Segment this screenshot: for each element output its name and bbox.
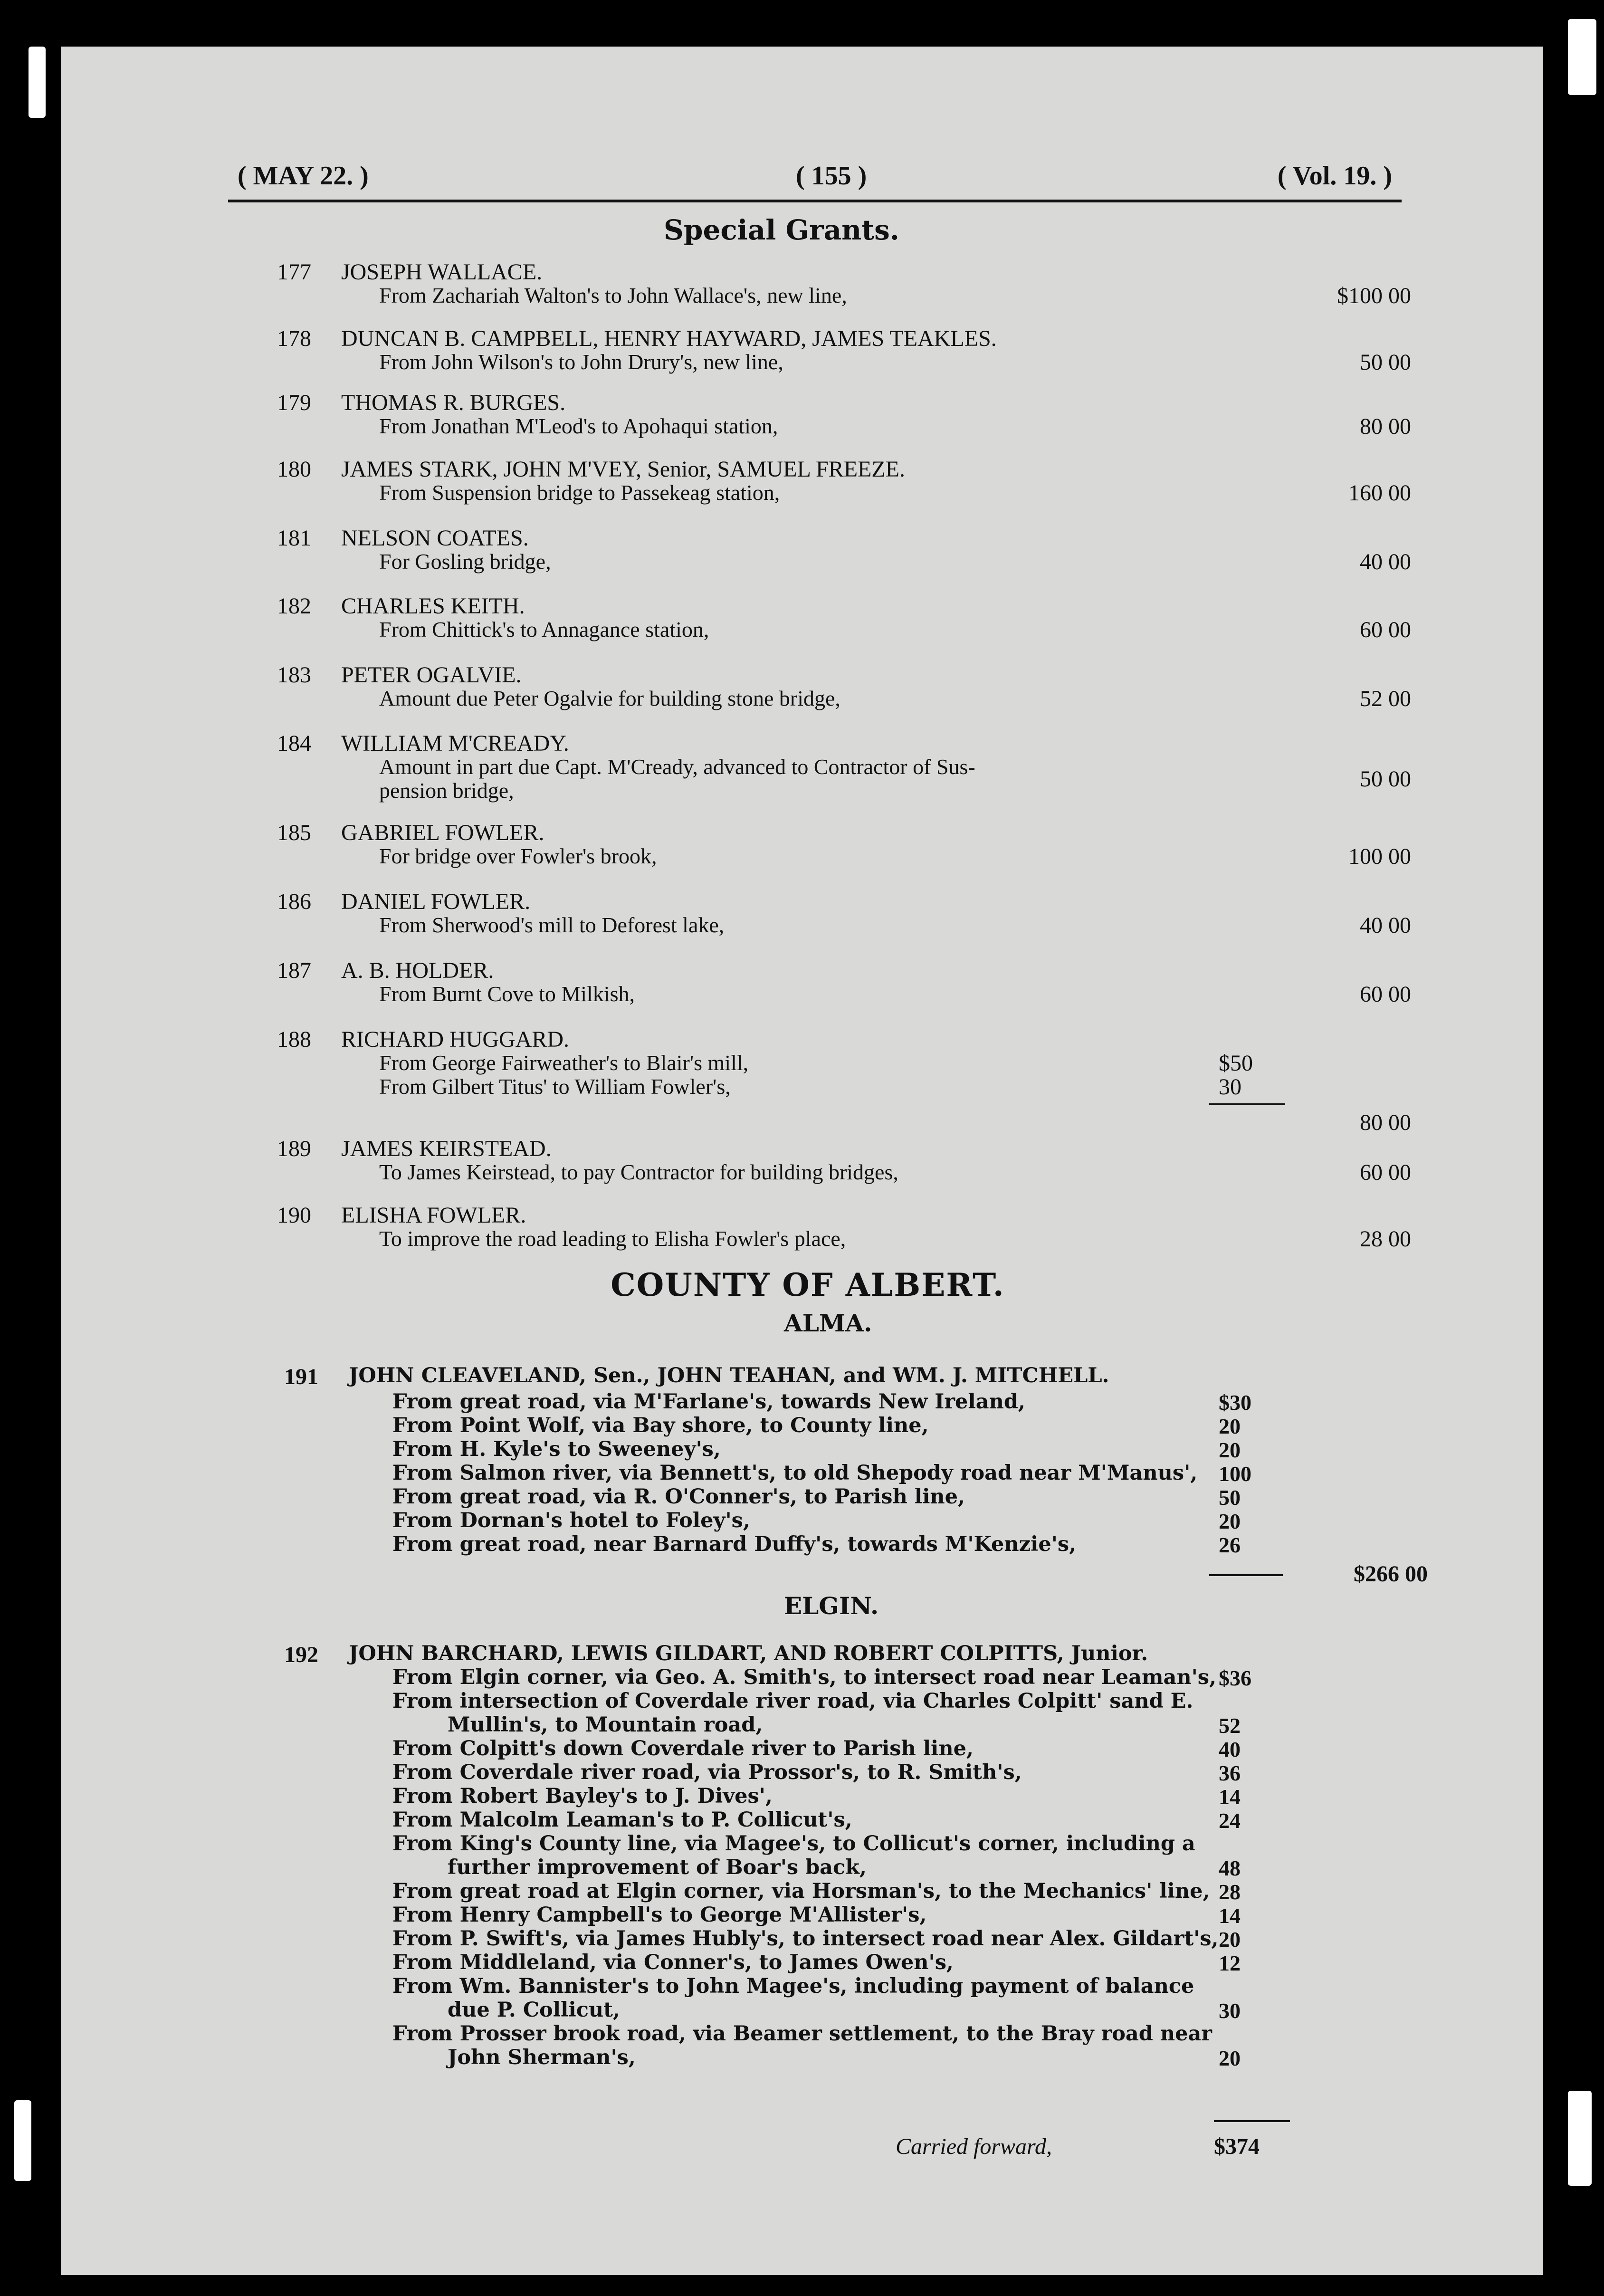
page-header xyxy=(228,152,1402,202)
entry-number: 190 xyxy=(277,1203,311,1228)
binder-clip-bottom-right xyxy=(1568,2091,1592,2186)
carried-forward-rule xyxy=(1214,2120,1290,2122)
entry-name: JAMES KEIRSTEAD. xyxy=(341,1136,552,1161)
entry-name: PETER OGALVIE. xyxy=(341,662,522,688)
entry-description: From Burnt Cove to Milkish, xyxy=(379,982,635,1006)
entry-name: RICHARD HUGGARD. xyxy=(341,1027,570,1052)
binder-clip-bottom-left xyxy=(14,2100,31,2181)
carried-forward-label: Carried forward, xyxy=(896,2134,1052,2159)
parish-commissioners: JOHN CLEAVELAND, Sen., JOHN TEAHAN, and WM. J. MITCHELL. xyxy=(349,1364,1109,1387)
entry-amount: 60 00 xyxy=(1360,617,1411,642)
entry-description: For Gosling bridge, xyxy=(379,549,551,574)
entry-description: To James Keirstead, to pay Contractor for building bridges, xyxy=(379,1160,898,1184)
subtotal-rule xyxy=(1209,1103,1285,1105)
header-page-number: ( 155 ) xyxy=(796,161,867,191)
entry-name: DUNCAN B. CAMPBELL, HENRY HAYWARD, JAMES TEAKLES. xyxy=(341,326,997,351)
road-line: From Elgin corner, via Geo. A. Smith's, to intersect road near Leaman's, xyxy=(392,1665,1216,1689)
entry-description: To improve the road leading to Elisha Fowler's place, xyxy=(379,1226,846,1251)
entry-description: From Chittick's to Annagance station, xyxy=(379,617,709,641)
road-line: From great road, near Barnard Duffy's, towards M'Kenzie's, xyxy=(392,1532,1077,1556)
entry-description: Amount in part due Capt. M'Cready, advanced to Contractor of Sus- xyxy=(379,755,975,779)
road-line: From Prosser brook road, via Beamer settlement, to the Bray road near xyxy=(392,2022,1212,2046)
entry-number: 184 xyxy=(277,731,311,756)
entry-name: DANIEL FOWLER. xyxy=(341,889,531,914)
entry-amount: 160 00 xyxy=(1348,480,1411,506)
road-amount: 14 xyxy=(1219,1904,1241,1928)
parish-name: ELGIN. xyxy=(784,1592,879,1620)
entry-number: 177 xyxy=(277,259,311,285)
entry-number: 186 xyxy=(277,889,311,914)
binder-clip-top-left xyxy=(29,47,46,118)
entry-number: 181 xyxy=(277,526,311,551)
entry-number: 187 xyxy=(277,958,311,983)
road-line: Mullin's, to Mountain road, xyxy=(448,1713,763,1737)
road-line: due P. Collicut, xyxy=(448,1998,621,2022)
entry-name: JAMES STARK, JOHN M'VEY, Senior, SAMUEL FREEZE. xyxy=(341,457,905,482)
entry-description: From George Fairweather's to Blair's mill, xyxy=(379,1051,749,1075)
entry-name: ELISHA FOWLER. xyxy=(341,1203,526,1228)
road-line: From intersection of Coverdale river road, via Charles Colpitt' sand E. xyxy=(392,1689,1193,1713)
road-line: From Colpitt's down Coverdale river to Parish line, xyxy=(392,1737,974,1760)
road-amount: 28 xyxy=(1219,1880,1241,1904)
road-amount: 36 xyxy=(1219,1761,1241,1785)
road-amount: 20 xyxy=(1219,1438,1241,1462)
special-grants-title: Special Grants. xyxy=(664,214,899,246)
entry-amount: 60 00 xyxy=(1360,1160,1411,1185)
entry-description: From Suspension bridge to Passekeag station, xyxy=(379,480,780,505)
road-amount: $36 xyxy=(1219,1666,1251,1690)
entry-name: CHARLES KEITH. xyxy=(341,593,525,619)
road-line: From great road at Elgin corner, via Horsman's, to the Mechanics' line, xyxy=(392,1879,1210,1903)
road-line: From Point Wolf, via Bay shore, to County line, xyxy=(392,1414,929,1437)
entry-subamount: $50 xyxy=(1219,1051,1253,1076)
header-volume: ( Vol. 19. ) xyxy=(1277,161,1392,191)
entry-description: From Zachariah Walton's to John Wallace's, new line, xyxy=(379,283,847,307)
entry-number: 180 xyxy=(277,457,311,482)
entry-amount: 80 00 xyxy=(1360,414,1411,439)
parish-number: 191 xyxy=(284,1364,318,1389)
entry-name: NELSON COATES. xyxy=(341,526,529,551)
entry-description: From Jonathan M'Leod's to Apohaqui station, xyxy=(379,414,778,438)
entry-name: A. B. HOLDER. xyxy=(341,958,494,983)
entry-amount: 28 00 xyxy=(1360,1226,1411,1252)
road-amount: 100 xyxy=(1219,1462,1251,1486)
entry-subamount: 30 xyxy=(1219,1074,1241,1100)
road-line: From Dornan's hotel to Foley's, xyxy=(392,1509,750,1532)
road-line: From Wm. Bannister's to John Magee's, including payment of balance xyxy=(392,1974,1194,1998)
entry-amount: 40 00 xyxy=(1360,913,1411,938)
entry-amount: 50 00 xyxy=(1360,766,1411,792)
entry-description: From Gilbert Titus' to William Fowler's, xyxy=(379,1074,731,1099)
road-amount: 24 xyxy=(1219,1808,1241,1833)
road-amount: 12 xyxy=(1219,1951,1241,1975)
road-line: From H. Kyle's to Sweeney's, xyxy=(392,1437,721,1461)
road-line: From Salmon river, via Bennett's, to old Shepody road near M'Manus', xyxy=(392,1461,1198,1485)
entry-description: pension bridge, xyxy=(379,778,514,803)
entry-name: GABRIEL FOWLER. xyxy=(341,820,544,845)
parish-total-rule xyxy=(1209,1574,1283,1576)
road-amount: 20 xyxy=(1219,1509,1241,1533)
road-line: From great road, via R. O'Conner's, to Parish line, xyxy=(392,1485,965,1509)
entry-name: WILLIAM M'CREADY. xyxy=(341,731,569,756)
entry-description: For bridge over Fowler's brook, xyxy=(379,844,657,868)
entry-number: 178 xyxy=(277,326,311,351)
entry-amount: $100 00 xyxy=(1337,283,1411,308)
road-amount: 30 xyxy=(1219,1999,1241,2023)
binder-clip-top-right xyxy=(1568,19,1596,95)
carried-forward-amount: $374 xyxy=(1214,2134,1260,2159)
road-line: From P. Swift's, via James Hubly's, to intersect road near Alex. Gildart's, xyxy=(392,1927,1219,1951)
entry-description: From Sherwood's mill to Deforest lake, xyxy=(379,913,725,937)
road-amount: 26 xyxy=(1219,1533,1241,1557)
entry-number: 189 xyxy=(277,1136,311,1161)
entry-amount: 100 00 xyxy=(1348,844,1411,869)
road-amount: 50 xyxy=(1219,1485,1241,1510)
road-amount: 52 xyxy=(1219,1713,1241,1738)
road-line: further improvement of Boar's back, xyxy=(448,1856,867,1879)
entry-name: JOSEPH WALLACE. xyxy=(341,259,543,285)
entry-description: From John Wilson's to John Drury's, new line, xyxy=(379,350,783,374)
road-amount: $30 xyxy=(1219,1390,1251,1415)
county-title: COUNTY OF ALBERT. xyxy=(611,1266,1005,1303)
road-amount: 20 xyxy=(1219,1414,1241,1438)
entry-number: 188 xyxy=(277,1027,311,1052)
road-line: From Coverdale river road, via Prossor's, to R. Smith's, xyxy=(392,1760,1022,1784)
road-amount: 20 xyxy=(1219,1927,1241,1952)
road-line: John Sherman's, xyxy=(448,2046,636,2069)
parish-number: 192 xyxy=(284,1642,318,1667)
road-line: From Malcolm Leaman's to P. Collicut's, xyxy=(392,1808,852,1832)
parish-total: $266 00 xyxy=(1354,1561,1428,1587)
road-amount: 20 xyxy=(1219,2046,1241,2070)
road-amount: 40 xyxy=(1219,1737,1241,1761)
entry-amount: 40 00 xyxy=(1360,549,1411,574)
parish-commissioners: JOHN BARCHARD, LEWIS GILDART, AND ROBERT COLPITTS, Junior. xyxy=(349,1642,1148,1665)
entry-number: 183 xyxy=(277,662,311,688)
entry-name: THOMAS R. BURGES. xyxy=(341,390,566,415)
entry-amount: 60 00 xyxy=(1360,982,1411,1007)
entry-number: 185 xyxy=(277,820,311,845)
entry-number: 182 xyxy=(277,593,311,619)
road-amount: 14 xyxy=(1219,1785,1241,1809)
road-line: From Henry Campbell's to George M'Allister's, xyxy=(392,1903,927,1927)
road-amount: 48 xyxy=(1219,1856,1241,1880)
road-line: From great road, via M'Farlane's, towards New Ireland, xyxy=(392,1390,1025,1414)
entry-amount: 52 00 xyxy=(1360,686,1411,711)
road-line: From King's County line, via Magee's, to Collicut's corner, including a xyxy=(392,1832,1195,1856)
entry-amount: 80 00 xyxy=(1360,1110,1411,1135)
entry-amount: 50 00 xyxy=(1360,350,1411,375)
header-date: ( MAY 22. ) xyxy=(238,161,369,191)
entry-description: Amount due Peter Ogalvie for building stone bridge, xyxy=(379,686,840,710)
road-line: From Robert Bayley's to J. Dives', xyxy=(392,1784,773,1808)
road-line: From Middleland, via Conner's, to James Owen's, xyxy=(392,1951,954,1974)
parish-name: ALMA. xyxy=(784,1309,872,1337)
entry-number: 179 xyxy=(277,390,311,415)
